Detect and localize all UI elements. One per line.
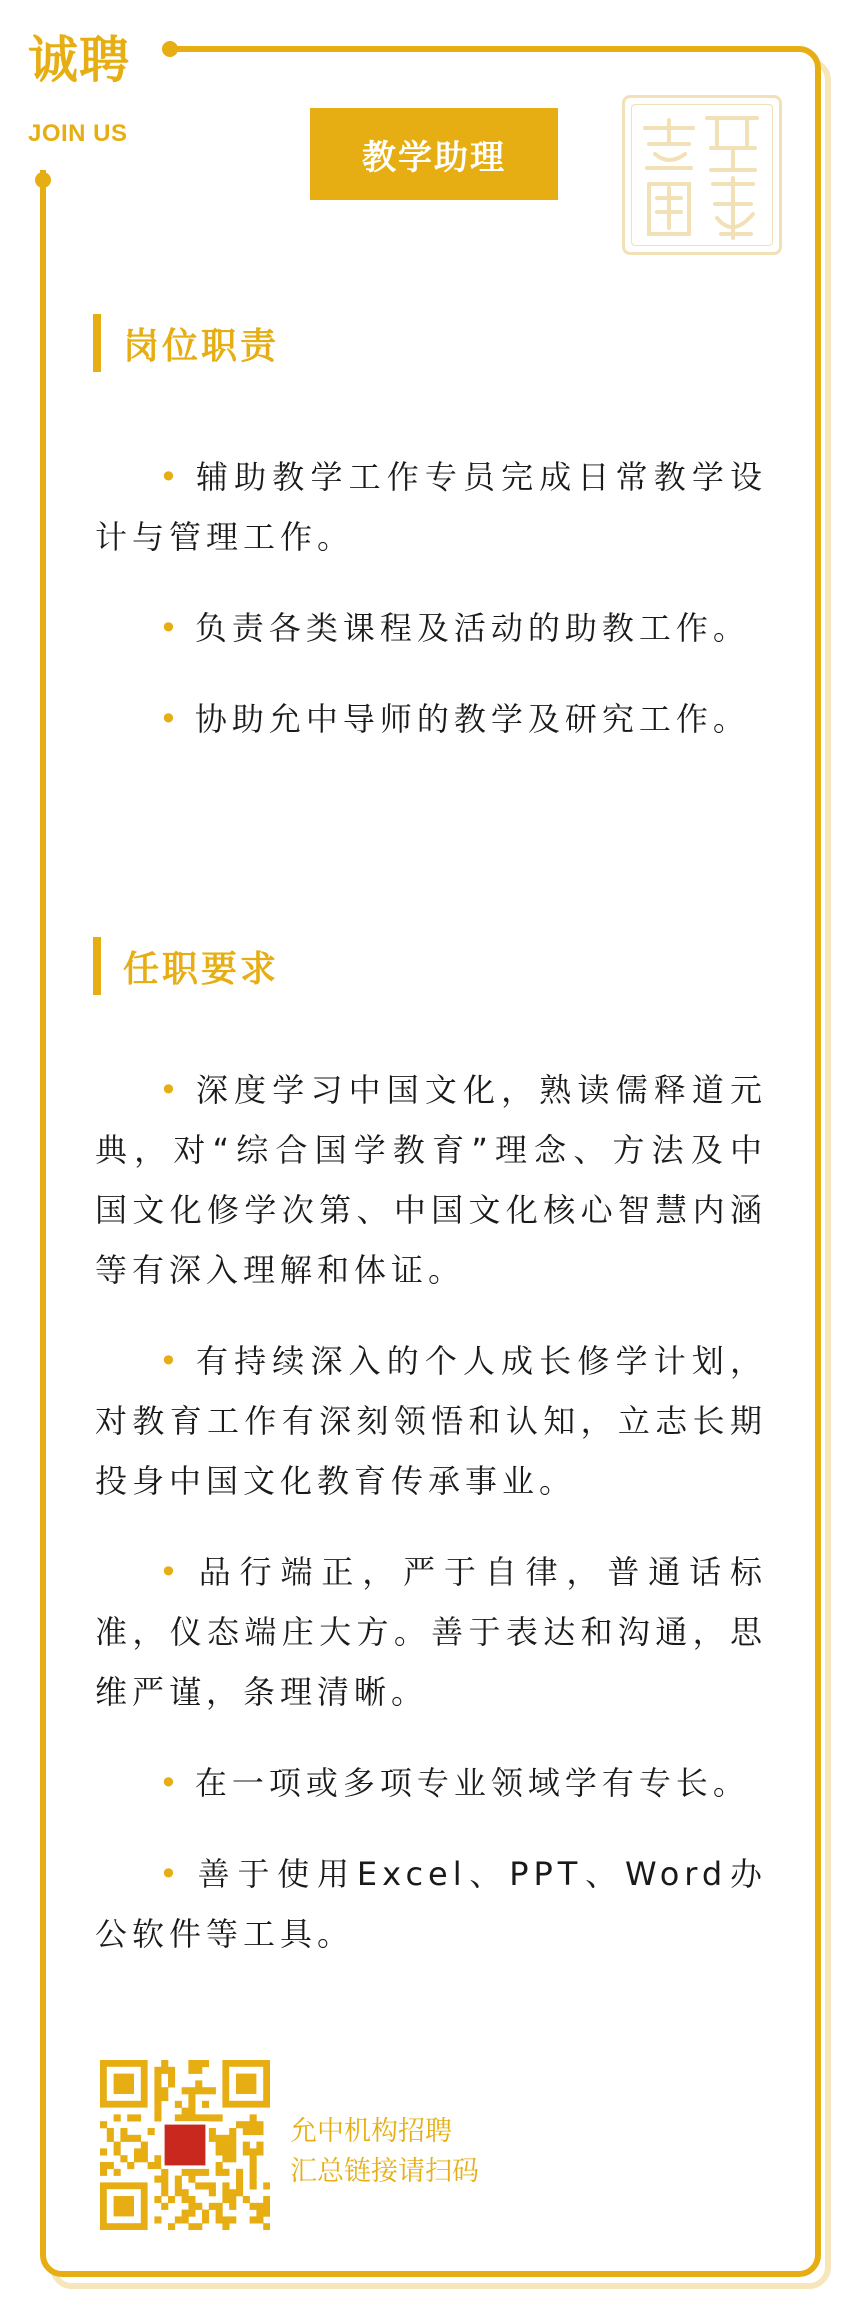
footer-text: [290, 2112, 479, 2192]
list-item: • 品行端正，严于自律，普通话标准，仪态端庄大方。善于表达和沟通，思维严谨，条理清晰。: [95, 1553, 767, 1711]
section-title: 任职要求: [123, 948, 280, 990]
bullet-icon: •: [159, 1342, 183, 1380]
requirements-list: [95, 1060, 767, 1995]
footer: [100, 2060, 780, 2230]
seal-watermark-icon: [622, 95, 782, 255]
frame-dot-icon: [162, 41, 178, 57]
qr-code-icon[interactable]: [100, 2060, 270, 2230]
footer-line2: 汇总链接请扫码: [290, 2156, 479, 2187]
footer-line1: 允中机构招聘: [290, 2116, 452, 2147]
section-title: 岗位职责: [123, 325, 280, 367]
frame-dot-icon: [35, 172, 51, 188]
section-accent-bar: [93, 314, 101, 372]
brand-title: 诚聘: [28, 31, 130, 89]
bullet-icon: •: [159, 1553, 183, 1591]
position-title: 教学助理: [310, 108, 558, 200]
section-accent-bar: [93, 937, 101, 995]
list-item: • 有持续深入的个人成长修学计划，对教育工作有深刻领悟和认知，立志长期投身中国文化教育传承事业。: [95, 1342, 767, 1500]
section-header-duties: [93, 314, 279, 372]
list-item: • 深度学习中国文化，熟读儒释道元典，对“综合国学教育”理念、方法及中国文化修学次第、中国文化核心智慧内涵等有深入理解和体证。: [95, 1071, 767, 1289]
bullet-icon: •: [159, 700, 183, 738]
duties-list: [95, 447, 767, 780]
bullet-icon: •: [159, 1071, 183, 1109]
bullet-icon: •: [159, 1764, 183, 1802]
bullet-icon: •: [159, 1855, 183, 1893]
list-item: • 协助允中导师的教学及研究工作。: [159, 700, 750, 738]
list-item: • 在一项或多项专业领域学有专长。: [159, 1764, 750, 1802]
list-item: • 辅助教学工作专员完成日常教学设计与管理工作。: [95, 458, 767, 556]
brand-subtitle: JOIN US: [28, 120, 128, 147]
list-item: • 善于使用Excel、PPT、Word办公软件等工具。: [95, 1855, 767, 1953]
list-item: • 负责各类课程及活动的助教工作。: [159, 609, 750, 647]
section-header-requirements: [93, 937, 279, 995]
bullet-icon: •: [159, 458, 183, 496]
bullet-icon: •: [159, 609, 183, 647]
